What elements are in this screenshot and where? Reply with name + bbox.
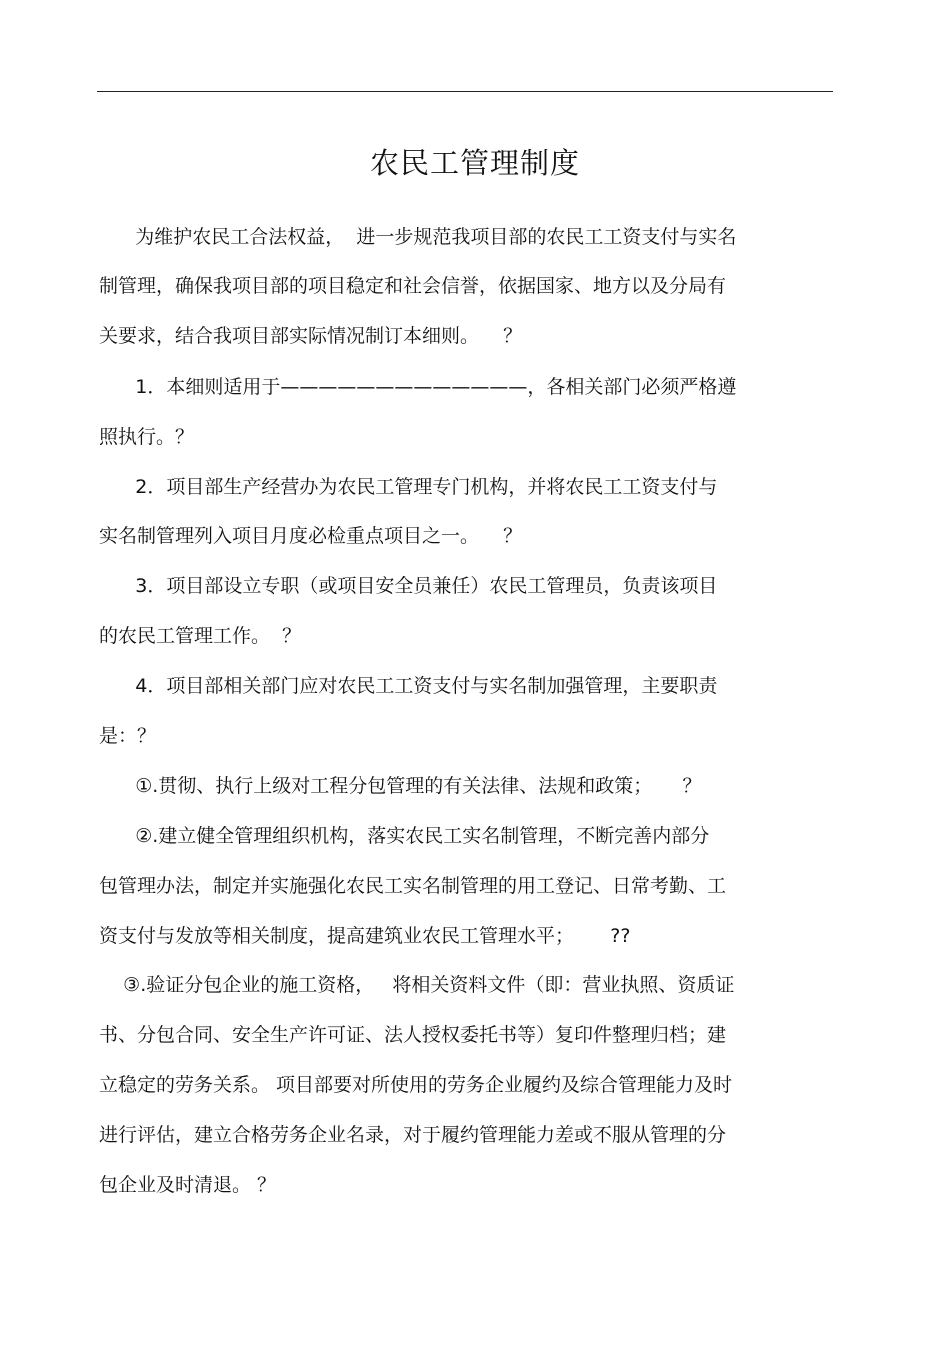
paragraph-line: 3．项目部设立专职（或项目安全员兼任）农民工管理员，负责该项目 <box>99 575 718 597</box>
paragraph-line: 进行评估，建立合格劳务企业名录，对于履约管理能力差或不服从管理的分 <box>99 1124 727 1146</box>
paragraph-line: 是：？ <box>99 725 157 747</box>
paragraph-line: 为维护农民工合法权益， 进一步规范我项目部的农民工工资支付与实名 <box>99 226 737 248</box>
paragraph-line: 资支付与发放等相关制度，提高建筑业农民工管理水平； ?? <box>99 925 631 947</box>
paragraph-line: 4．项目部相关部门应对农民工工资支付与实名制加强管理，主要职责 <box>99 675 718 697</box>
document-title: 农民工管理制度 <box>369 146 580 180</box>
paragraph-line: 2．项目部生产经营办为农民工管理专门机构，并将农民工工资支付与 <box>99 476 718 498</box>
paragraph-line: 制管理，确保我项目部的项目稳定和社会信誉，依据国家、地方以及分局有 <box>99 275 727 297</box>
paragraph-line: 包管理办法，制定并实施强化农民工实名制管理的用工登记、日常考勤、工 <box>99 875 727 897</box>
paragraph-line: 关要求，结合我项目部实际情况制订本细则。 ？ <box>99 325 523 347</box>
header-rule <box>97 91 833 92</box>
paragraph-line: 的农民工管理工作。 ？ <box>99 625 302 647</box>
paragraph-line: 包企业及时清退。 ？ <box>99 1174 277 1196</box>
paragraph-line: ②.建立健全管理组织机构，落实农民工实名制管理，不断完善内部分 <box>99 825 710 847</box>
paragraph-line: 书、分包合同、安全生产许可证、法人授权委托书等）复印件整理归档；建 <box>99 1024 727 1046</box>
paragraph-line: 立稳定的劳务关系。 项目部要对所使用的劳务企业履约及综合管理能力及时 <box>99 1074 733 1096</box>
paragraph-line: ③.验证分包企业的施工资格， 将相关资料文件（即：营业执照、资质证 <box>99 974 735 996</box>
paragraph-line: 实名制管理列入项目月度必检重点项目之一。 ？ <box>99 525 523 547</box>
paragraph-line: 1．本细则适用于—————————————，各相关部门必须严格遵 <box>99 376 737 398</box>
paragraph-line: ①.贯彻、执行上级对工程分包管理的有关法律、法规和政策； ？ <box>99 775 702 797</box>
paragraph-line: 照执行。？ <box>99 426 195 448</box>
